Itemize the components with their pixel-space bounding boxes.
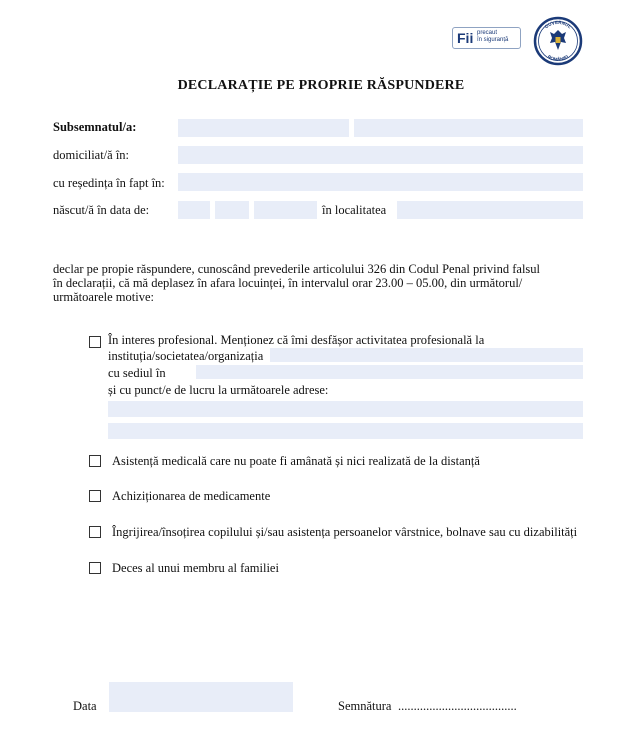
last-name-field[interactable] [178, 119, 349, 137]
declaration-line-1: declar pe propie răspundere, cunoscând prevederile articolului 326 din Codul Penal privind falsul [53, 262, 540, 276]
professional-line-4: și cu punct/e de lucru la următoarele adrese: [108, 383, 329, 397]
fii-logo-text: Fii [457, 30, 474, 46]
seal-bottom-text: ROMÂNIEI [546, 54, 570, 63]
first-name-field[interactable] [354, 119, 583, 137]
date-field[interactable] [109, 682, 293, 712]
declaration-line-2: în declarații, că mă deplasez în afara locuinței, în intervalul orar 23.00 – 05.00, din următorul/ [53, 276, 523, 290]
residence-field[interactable] [178, 173, 583, 191]
locality-label: în localitatea [322, 203, 387, 217]
professional-interest-checkbox[interactable] [89, 336, 101, 348]
care-checkbox[interactable] [89, 526, 101, 538]
work-address-field-1[interactable] [108, 401, 583, 417]
name-label: Subsemnatul/a: [53, 120, 137, 134]
residence-label: cu reședința în fapt în: [53, 176, 165, 190]
birth-month-field[interactable] [215, 201, 249, 219]
professional-line-3: cu sediul în [108, 366, 166, 380]
medical-assistance-checkbox[interactable] [89, 455, 101, 467]
government-seal-icon [533, 16, 583, 66]
domicile-label: domiciliat/ă în: [53, 148, 130, 162]
document-title: DECLARAȚIE PE PROPRIE RĂSPUNDERE [177, 78, 465, 93]
professional-line-1: În interes profesional. Menționez că îmi desfășor activitatea profesională la [108, 333, 485, 347]
fii-logo-line1: precaut [477, 30, 498, 36]
signature-label: Semnătura [338, 699, 392, 713]
seal-top-text: GUVERNUL [543, 19, 573, 30]
medical-assistance-label: Asistență medicală care nu poate fi amânată și nici realizată de la distanță [112, 454, 480, 468]
signature-line[interactable]: ...................................... [398, 699, 517, 713]
declaration-line-3: următoarele motive: [53, 290, 155, 304]
birth-locality-field[interactable] [397, 201, 583, 219]
care-label: Îngrijirea/însoțirea copilului și/sau asistența persoanelor vârstnice, bolnave sau cu dizabilități [112, 525, 578, 539]
birth-day-field[interactable] [178, 201, 210, 219]
birth-year-field[interactable] [254, 201, 317, 219]
institution-field[interactable] [270, 348, 583, 362]
headquarters-field[interactable] [196, 365, 583, 379]
professional-line-2: instituția/societatea/organizația [108, 349, 264, 363]
work-address-field-2[interactable] [108, 423, 583, 439]
family-death-label: Deces al unui membru al familiei [112, 561, 279, 575]
medicines-checkbox[interactable] [89, 490, 101, 502]
birth-date-label: născut/ă în data de: [53, 203, 150, 217]
fii-logo-line2: în siguranță [477, 37, 509, 43]
date-label: Data [73, 699, 97, 713]
medicines-label: Achiziționarea de medicamente [112, 489, 271, 503]
domicile-field[interactable] [178, 146, 583, 164]
family-death-checkbox[interactable] [89, 562, 101, 574]
